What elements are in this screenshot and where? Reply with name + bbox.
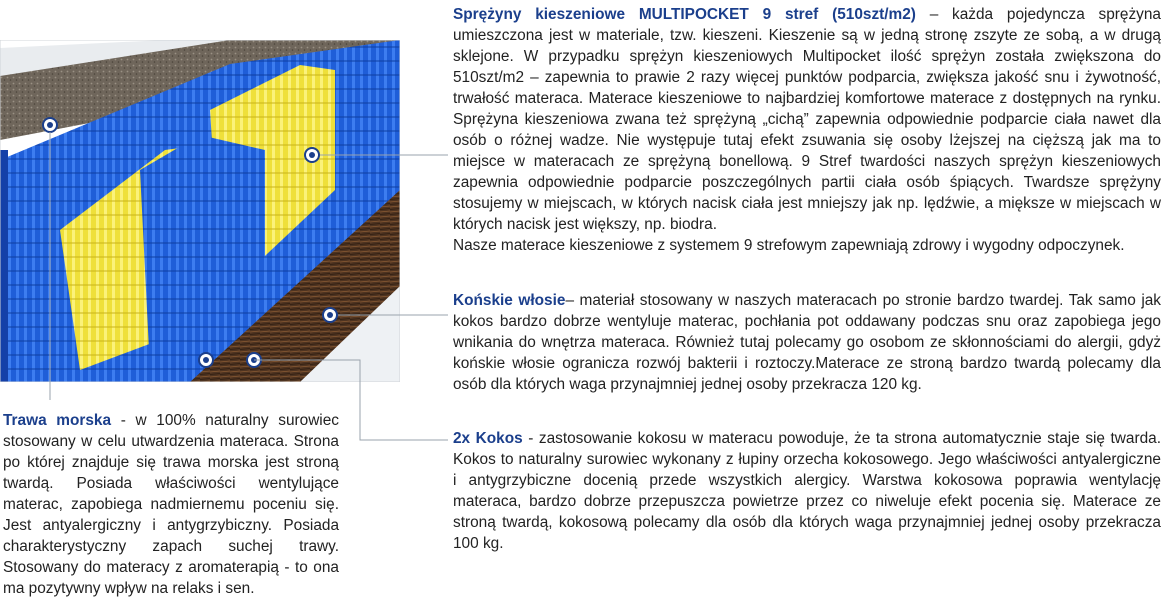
seagrass-description: [3, 410, 339, 599]
springs-description: [453, 4, 1161, 256]
seagrass-text: - w 100% naturalny surowiec stosowany w celu utwardzenia materaca. Strona po której znajduje się trawa morska jest stroną twardą. Posiada właściwości wentylujące materac, zapobiega nadmiernemu poceniu się. Jest antyalergiczny i antygrzybiczny. Posiada charakterystyczny zapach suchej trawy. Stosowany do materacy z aromaterapią - to ona ma pozytywny wpływ na relaks i sen.: [3, 412, 339, 597]
coconut-text: - zastosowanie kokosu w materacu powoduje, że ta strona automatycznie staje się twarda. Kokos to naturalny surowiec wykonany z łupiny orzecha kokosowego. Jego właściwości antyalergiczne i antygrzybiczne docenią przede wszystkich alergicy. Warstwa kokosowa poprawia wentylację materaca, bardzo dobrze przepuszcza powietrze przez co niweluje efekt pocenia się. Materace ze stroną twardą, kokosową polecamy dla osób dla których waga przynajmniej jednej osoby przekracza 100 kg.: [453, 430, 1161, 552]
coconut-description: [453, 428, 1161, 554]
springs-heading: Sprężyny kieszeniowe MULTIPOCKET 9 stref (510szt/m2): [453, 6, 916, 23]
springs-text-summary: Nasze materace kieszeniowe z systemem 9 strefowym zapewniają zdrowy i wygodny odpoczynek.: [453, 237, 1125, 254]
horsehair-description: [453, 290, 1161, 395]
coconut-heading: 2x Kokos: [453, 430, 523, 447]
horsehair-heading: Końskie włosie: [453, 292, 566, 309]
springs-text: – każda pojedyncza sprężyna umieszczona jest w materiale, tzw. kieszeni. Kieszenie są w jedną stronę zszyte ze sobą, a w drugą sklejone. W przypadku sprężyn kieszeniowych Multipocket ilość sprężyn została zwiększona do 510szt/m2 – zapewnia to prawie 2 razy więcej punktów podparcia, zwiększa jakość snu i żywotność, trwałość materaca. Materace kieszeniowe to najbardziej komfortowe materace z dostępnych na rynku. Sprężyna kieszeniowa zwana też sprężyną „cichą” zapewnia odpowiednie podparcie ciała nawet dla osób o różnej wadze. Nie występuje tutaj efekt zsuwania się osoby lżejszej na cięższą jak ma to miejsce w materacach ze sprężyną bonellową. 9 Stref twardości naszych sprężyn kieszeniowych zapewnia odpowiednie podparcie poszczególnych partii ciała osób śpiących. Twardsze sprężyny stosujemy w miejscach, w których nacisk ciała jest mniejszy jak np. lędźwie, a miększe w miejscach w których nacisk jest większy, np. biodra.: [453, 6, 1161, 233]
marker-seagrass: [43, 118, 57, 132]
mattress-cross-section-illustration: [0, 40, 400, 382]
seagrass-heading: Trawa morska: [3, 412, 112, 429]
horsehair-text: – materiał stosowany w naszych materacach po stronie bardzo twardej. Tak samo jak kokos bardzo dobrze wentyluje materac, pochłania pot oddawany podczas snu oraz zapobiega jego wnikania do wnętrza materaca. Również tutaj polecamy go osobom ze skłonnościami do alergii, gdyż końskie włosie ogranicza rozwój bakterii i roztoczy.Materace ze stroną bardzo twardą polecamy dla osób dla których waga przynajmniej jednej osoby przekracza 120 kg.: [453, 292, 1161, 393]
